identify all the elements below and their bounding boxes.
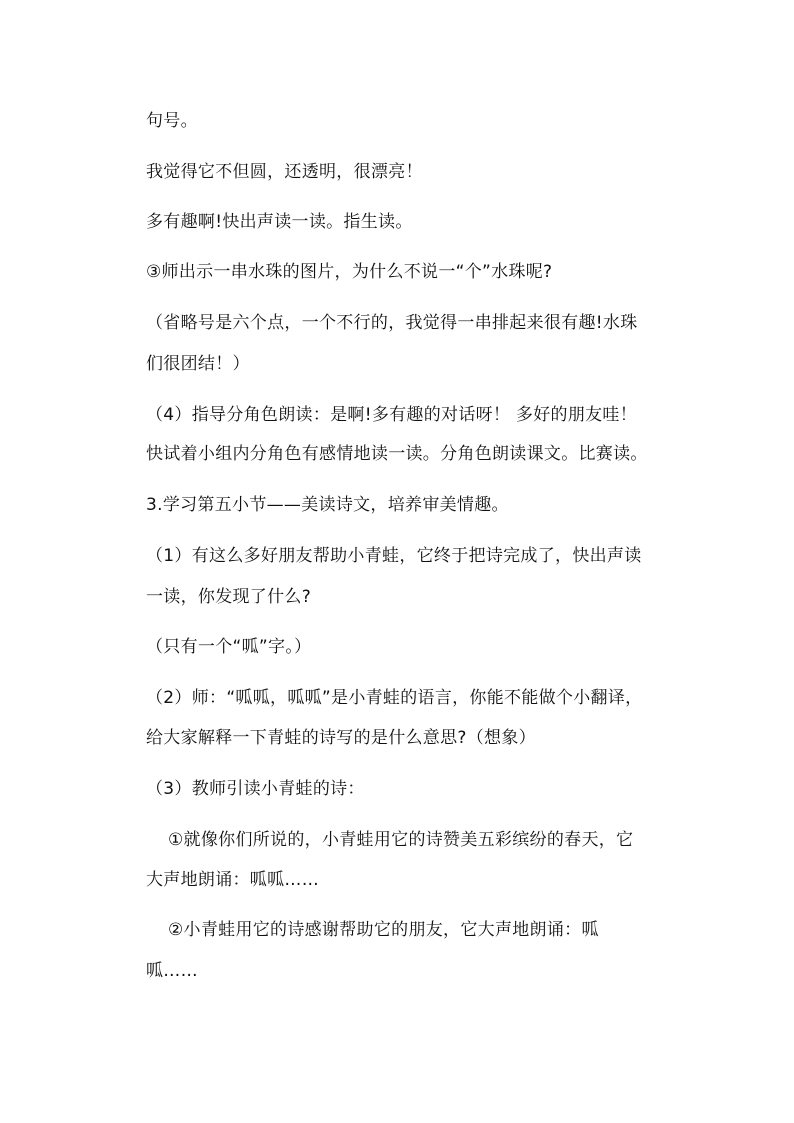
text-line: （省略号是六个点，一个不行的，我觉得一串排起来很有趣!水珠	[146, 313, 638, 333]
text-line: 多有趣啊!快出声读一读。指生读。	[146, 212, 413, 232]
text-line: （2）师：“呱呱，呱呱”是小青蛙的语言，你能不能做个小翻译，	[146, 688, 643, 708]
text-line: 一读，你发现了什么?	[146, 587, 312, 607]
text-line: 快试着小组内分角色有感情地读一读。分角色朗读课文。比赛读。	[146, 444, 648, 464]
text-line: 句号。	[146, 111, 198, 131]
text-line: 们很团结！）	[146, 354, 250, 374]
text-line: 呱……	[146, 961, 198, 981]
text-line: ②小青蛙用它的诗感谢帮助它的朋友，它大声地朗诵：呱	[168, 920, 599, 940]
text-line: （只有一个“呱”字。）	[146, 637, 312, 657]
text-line: 给大家解释一下青蛙的诗写的是什么意思?（想象）	[146, 728, 536, 748]
text-line: ③师出示一串水珠的图片，为什么不说一“个”水珠呢?	[146, 262, 553, 282]
text-line: （1）有这么多好朋友帮助小青蛙，它终于把诗完成了，快出声读	[146, 546, 642, 566]
text-line: 我觉得它不但圆，还透明，很漂亮！	[146, 162, 423, 182]
text-line: ①就像你们所说的，小青蛙用它的诗赞美五彩缤纷的春天，它	[168, 830, 634, 850]
text-line: （3）教师引读小青蛙的诗：	[146, 779, 365, 799]
text-line: （4）指导分角色朗读：是啊!多有趣的对话呀！ 多好的朋友哇！	[146, 405, 638, 425]
section-heading: 3.学习第五小节——美读诗文，培养审美情趣。	[146, 495, 509, 515]
text-line: 大声地朗诵：呱呱……	[146, 870, 319, 890]
